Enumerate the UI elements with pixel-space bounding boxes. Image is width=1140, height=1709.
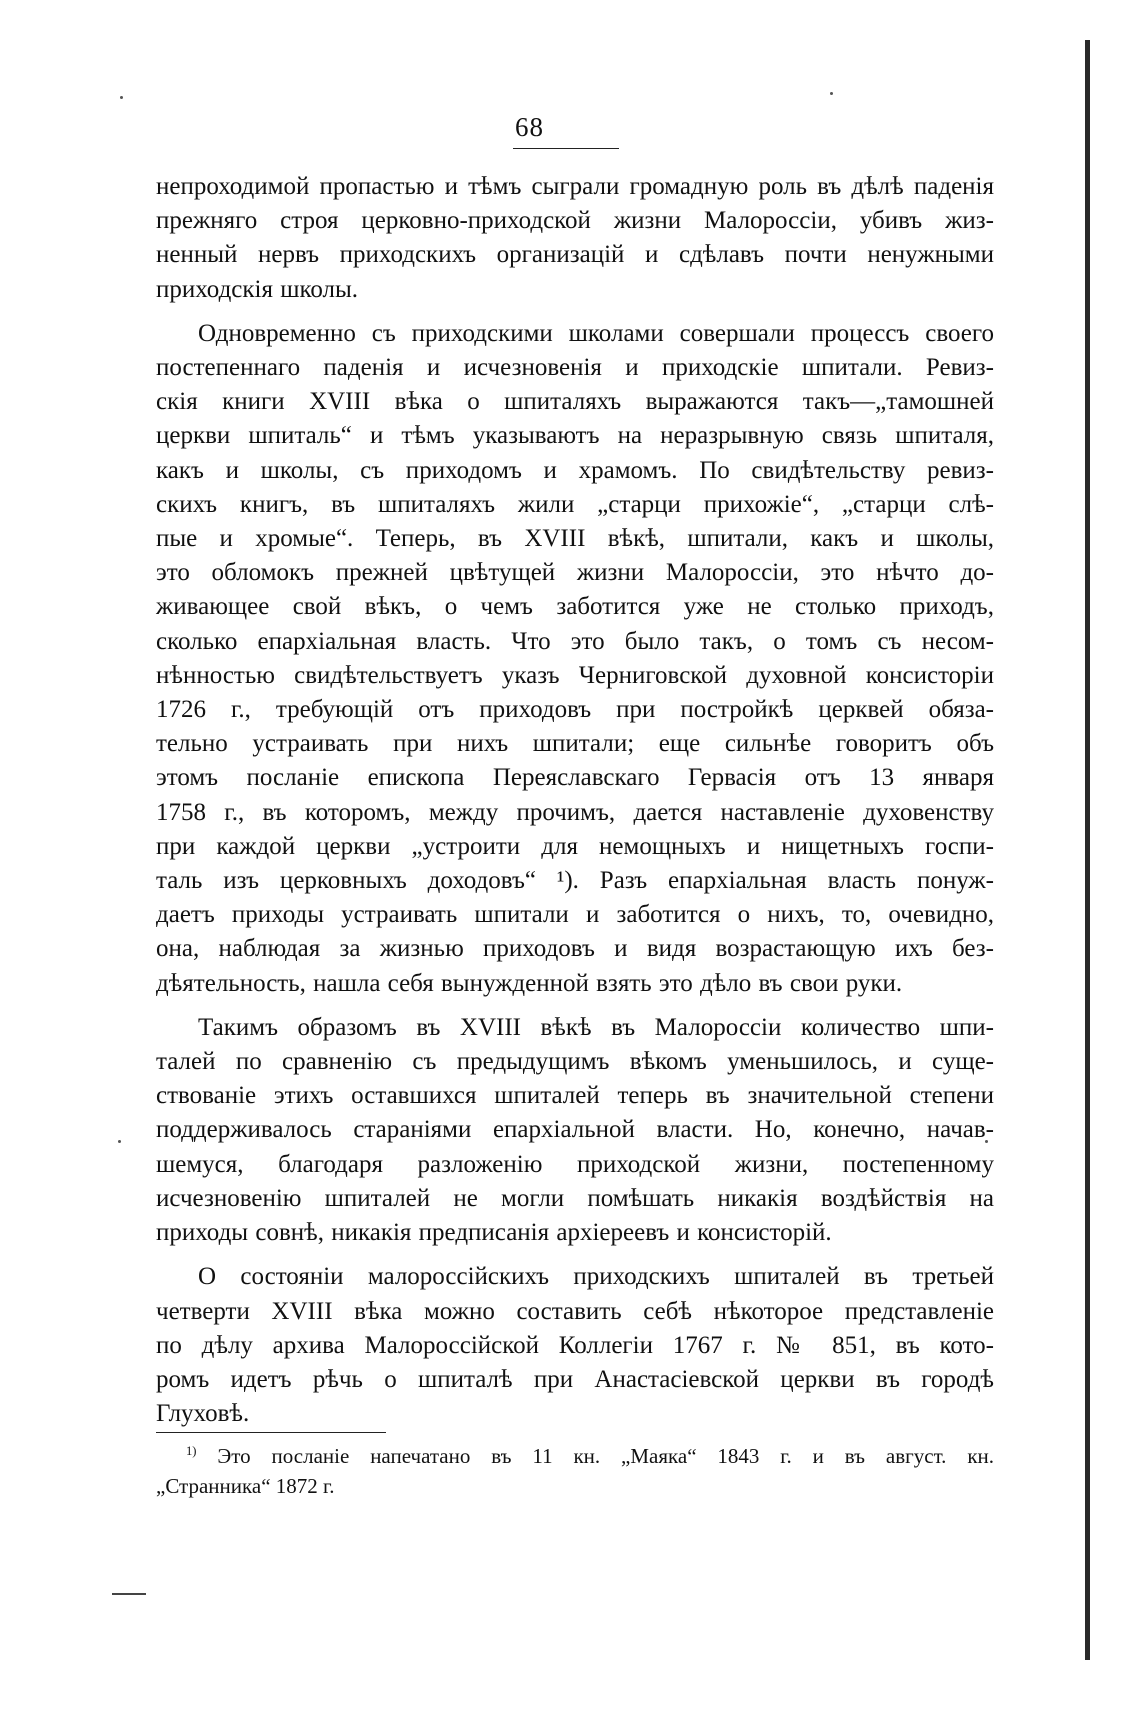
text-line: ромъ идетъ рѣчь о шпиталѣ при Анастасіевской церкви въ городѣ	[156, 1365, 994, 1393]
text-line: она, наблюдая за жизнью приходовъ и видя возрастающую ихъ без-	[156, 935, 994, 963]
text-line: Одновременно съ приходскими школами совершали процессъ своего	[198, 319, 994, 347]
text-line: это обломокъ прежней цвѣтущей жизни Малороссіи, это нѣчто до-	[156, 559, 994, 587]
main-text	[156, 170, 994, 1431]
text-line: живающее свой вѣкъ, о чемъ заботится уже не столько приходъ,	[156, 593, 994, 621]
footnote-text: Это посланіе напечатано въ 11 кн. „Маяка“ 1843 г. и въ август. кн.	[217, 1444, 995, 1468]
text-line: скихъ книгъ, въ шпиталяхъ жили „старци прихожіе“, „старци слѣ-	[156, 490, 994, 518]
text-line: приходскія школы.	[156, 275, 359, 303]
footnote-line	[156, 1441, 994, 1471]
text-line: ненный нервъ приходскихъ организацій и сдѣлавъ почти ненужными	[156, 241, 994, 269]
text-line: таль изъ церковныхъ доходовъ“ ¹). Разъ епархіальная власть понуж-	[156, 867, 994, 895]
scan-speck	[830, 92, 833, 95]
text-line: этомъ посланіе епископа Переяславскаго Гервасія отъ 13 января	[156, 764, 994, 792]
text-line: по дѣлу архива Малороссійской Коллегіи 1767 г. № 851, въ кото-	[156, 1331, 994, 1359]
text-line: шемуся, благодаря разложенію приходской жизни, постепенному	[156, 1150, 994, 1178]
text-line: даетъ приходы устраивать шпитали и заботится о нихъ, то, очевидно,	[156, 901, 994, 929]
text-line: ствованіе этихъ оставшихся шпиталей теперь въ значительной степени	[156, 1082, 994, 1110]
text-line: непроходимой пропастью и тѣмъ сыграли громадную роль въ дѣлѣ паденія	[156, 173, 994, 200]
text-line: сколько епархіальная власть. Что это было такъ, о томъ съ несом-	[156, 627, 994, 655]
text-line: тельно устраивать при нихъ шпитали; еще сильнѣе говоритъ объ	[156, 730, 994, 758]
text-line: Такимъ образомъ въ XVIII вѣкѣ въ Малороссіи количество шпи-	[198, 1013, 994, 1041]
header-rule	[513, 148, 619, 149]
text-line: четверти XVIII вѣка можно составить себѣ нѣкоторое представленіе	[156, 1297, 994, 1325]
footnote	[156, 1441, 994, 1501]
scan-speck	[120, 96, 123, 99]
paragraph-2	[156, 317, 994, 1001]
text-line: какъ и школы, съ приходомъ и храмомъ. По свидѣтельству ревиз-	[156, 456, 994, 484]
text-line: 1726 г., требующій отъ приходовъ при постройкѣ церквей обяза-	[156, 696, 994, 724]
paragraph-3	[156, 1011, 994, 1250]
scan-dash-mark	[112, 1593, 146, 1595]
text-line: скія книги XVIII вѣка о шпиталяхъ выражаются такъ—„тамошней	[156, 388, 994, 416]
text-line: талей по сравненію съ предыдущимъ вѣкомъ уменьшилось, и суще-	[156, 1048, 994, 1076]
page-number: 68	[515, 112, 544, 142]
text-line: нѣнностью свидѣтельствуетъ указъ Черниговской духовной консисторіи	[156, 661, 994, 689]
text-line: прежняго строя церковно-приходской жизни Малороссіи, убивъ жиз-	[156, 207, 994, 235]
text-line: исчезновенію шпиталей не могли помѣшать никакія воздѣйствія на	[156, 1184, 994, 1212]
text-line: пые и хромые“. Теперь, въ XVIII вѣкѣ, шпитали, какъ и школы,	[156, 525, 994, 553]
scan-speck	[118, 1140, 121, 1143]
paragraph-4	[156, 1260, 994, 1431]
footnote-line: „Странника“ 1872 г.	[156, 1474, 335, 1498]
text-line: приходы совнѣ, никакія предписанія архіереевъ и консисторій.	[156, 1219, 832, 1247]
text-line: дѣятельность, нашла себя вынужденной взять это дѣло въ свои руки.	[156, 969, 903, 997]
text-line: 1758 г., въ которомъ, между прочимъ, дается наставленіе духовенству	[156, 798, 994, 826]
text-line: при каждой церкви „устроити для немощныхъ и нищетныхъ госпи-	[156, 832, 994, 860]
scan-edge-bar	[1085, 40, 1090, 1660]
footnote-rule	[156, 1432, 386, 1433]
text-line: Глуховѣ.	[156, 1400, 250, 1428]
text-line: постепеннаго паденія и исчезновенія и приходскіе шпитали. Ревиз-	[156, 354, 994, 382]
text-line: поддерживалось стараніями епархіальной власти. Но, конечно, начав-	[156, 1116, 994, 1144]
paragraph-1	[156, 170, 994, 307]
footnote-marker: 1)	[186, 1444, 197, 1458]
text-line: О состояніи малороссійскихъ приходскихъ шпиталей въ третьей	[198, 1263, 994, 1291]
text-line: церкви шпиталь“ и тѣмъ указываютъ на неразрывную связь шпиталя,	[156, 422, 994, 450]
